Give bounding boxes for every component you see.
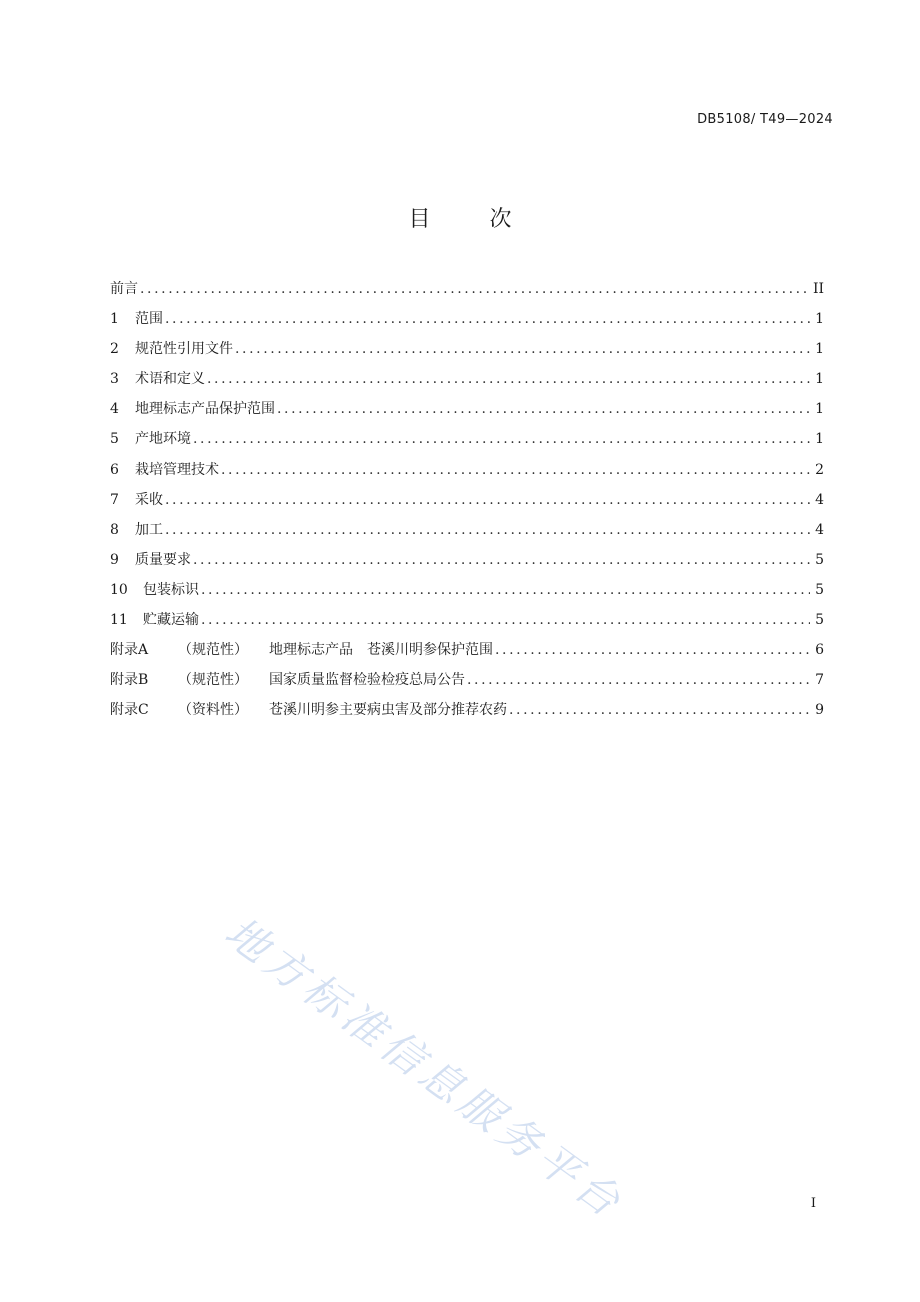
toc-entry[interactable] [110, 337, 824, 367]
toc-entry-foreword[interactable] [110, 277, 824, 307]
toc-entry-number: 1 [110, 311, 119, 328]
annex-type: （资料性） [178, 702, 248, 719]
toc-entry-number: 11 [110, 612, 128, 629]
toc-entry-title: 栽培管理技术 [135, 461, 219, 478]
toc-entry-title: 包装标识 [143, 581, 199, 598]
toc-entry-number: 10 [110, 581, 128, 598]
dot-leader [235, 337, 810, 362]
toc-entry-number: 7 [110, 491, 119, 508]
dot-leader [509, 698, 810, 723]
toc-entry-title: 前言 [110, 281, 138, 297]
page-number: I [810, 1196, 816, 1211]
toc-entry-number: 5 [110, 431, 119, 448]
toc-entry-number: 2 [110, 341, 119, 358]
dot-leader [165, 307, 810, 332]
toc-entry-title: 产地环境 [135, 431, 191, 448]
table-of-contents [110, 277, 824, 728]
annex-id: 附录A [110, 642, 149, 659]
dot-leader [201, 608, 810, 633]
dot-leader [140, 277, 809, 302]
annex-title: 地理标志产品 苍溪川明参保护范围 [269, 642, 493, 659]
annex-type: （规范性） [178, 672, 248, 689]
dot-leader [193, 548, 810, 573]
toc-entry[interactable] [110, 518, 824, 548]
toc-entry-number: 3 [110, 371, 119, 388]
annex-type: （规范性） [178, 642, 248, 659]
dot-leader [467, 668, 810, 693]
dot-leader [221, 458, 810, 483]
toc-entry[interactable] [110, 608, 824, 638]
toc-entry[interactable] [110, 367, 824, 397]
toc-entry-page: II [812, 281, 824, 297]
toc-entry-number: 6 [110, 461, 119, 478]
toc-entry[interactable] [110, 548, 824, 578]
toc-entry-page: 6 [815, 642, 824, 659]
toc-annex-entry[interactable] [110, 668, 824, 698]
toc-entry-page: 9 [815, 702, 824, 719]
dot-leader [193, 427, 810, 452]
dot-leader [201, 578, 810, 603]
toc-entry-number: 9 [110, 551, 119, 568]
toc-entry-number: 4 [110, 401, 119, 418]
toc-entry-page: 1 [815, 431, 824, 448]
toc-entry[interactable] [110, 397, 824, 427]
dot-leader [495, 638, 810, 663]
annex-id: 附录C [110, 702, 149, 719]
toc-annex-entry[interactable] [110, 638, 824, 668]
toc-entry-page: 1 [815, 401, 824, 418]
toc-entry-title: 规范性引用文件 [135, 341, 233, 358]
toc-entry[interactable] [110, 458, 824, 488]
page-title: 目 次 [408, 207, 538, 232]
toc-entry-page: 1 [815, 311, 824, 328]
toc-entry[interactable] [110, 427, 824, 457]
toc-entry[interactable] [110, 307, 824, 337]
toc-entry-title: 地理标志产品保护范围 [135, 401, 275, 418]
toc-entry-page: 5 [815, 612, 824, 629]
toc-entry-page: 2 [815, 461, 824, 478]
annex-title: 苍溪川明参主要病虫害及部分推荐农药 [269, 702, 507, 719]
watermark: 地方标准信息服务平台 [216, 907, 634, 1229]
toc-entry-page: 4 [815, 521, 824, 538]
toc-entry-title: 范围 [135, 311, 163, 328]
annex-id: 附录B [110, 672, 149, 689]
dot-leader [207, 367, 810, 392]
toc-entry-page: 4 [815, 491, 824, 508]
toc-entry[interactable] [110, 578, 824, 608]
toc-entry-title: 加工 [135, 521, 163, 538]
toc-entry-page: 1 [815, 341, 824, 358]
toc-entry[interactable] [110, 488, 824, 518]
toc-entry-title: 术语和定义 [135, 371, 205, 388]
toc-entry-page: 7 [815, 672, 824, 689]
toc-entry-number: 8 [110, 521, 119, 538]
document-code: DB5108/ T49—2024 [697, 112, 833, 127]
annex-title: 国家质量监督检验检疫总局公告 [269, 672, 465, 689]
toc-entry-page: 5 [815, 581, 824, 598]
toc-entry-title: 贮藏运输 [143, 612, 199, 629]
dot-leader [277, 397, 810, 422]
toc-entry-title: 质量要求 [135, 551, 191, 568]
dot-leader [165, 518, 810, 543]
toc-entry-title: 采收 [135, 491, 163, 508]
toc-entry-page: 5 [815, 551, 824, 568]
toc-annex-entry[interactable] [110, 698, 824, 728]
dot-leader [165, 488, 810, 513]
toc-entry-page: 1 [815, 371, 824, 388]
